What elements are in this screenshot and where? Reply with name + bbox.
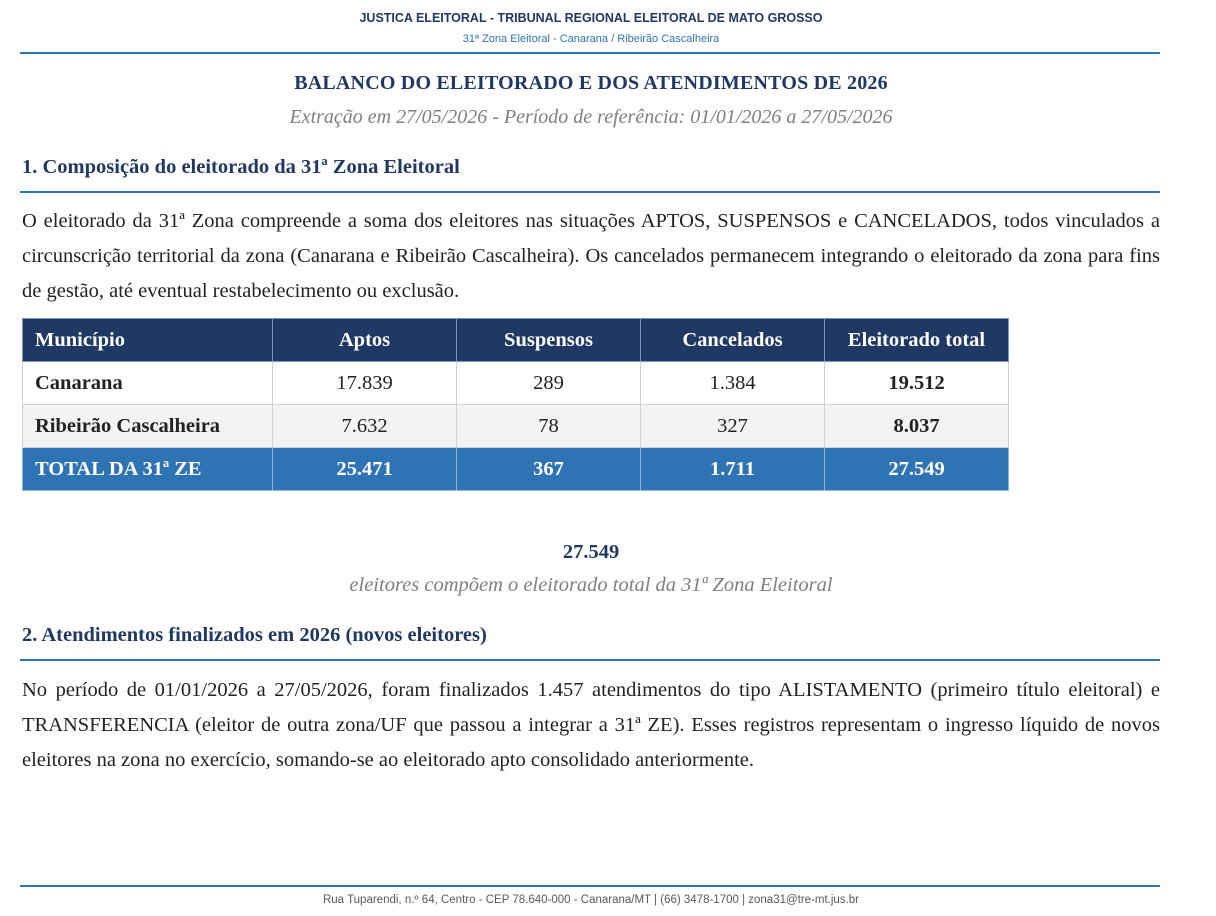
section-2-divider bbox=[20, 659, 1160, 661]
total-aptos: 25.471 bbox=[273, 448, 457, 491]
header-municipio: Município bbox=[23, 319, 273, 362]
highlight-caption: eleitores compõem o eleitorado total da 31ª Zona Eleitoral bbox=[349, 574, 833, 596]
section-1-title: 1. Composição do eleitorado da 31ª Zona Eleitoral bbox=[22, 156, 460, 178]
cell-suspensos: 289 bbox=[457, 362, 641, 405]
section-1-divider bbox=[20, 191, 1160, 193]
letterhead-unit: 31ª Zona Eleitoral - Canarana / Ribeirão Cascalheira bbox=[462, 33, 720, 45]
letterhead bbox=[22, 0, 1160, 48]
document-page bbox=[22, 0, 1160, 906]
header-cancelados: Cancelados bbox=[641, 319, 825, 362]
cell-suspensos: 78 bbox=[457, 405, 641, 448]
header-aptos: Aptos bbox=[273, 319, 457, 362]
header-eleitorado-total: Eleitorado total bbox=[825, 319, 1009, 362]
section-2-title: 2. Atendimentos finalizados em 2026 (novos eleitores) bbox=[22, 624, 487, 646]
document-title: BALANCO DO ELEITORADO E DOS ATENDIMENTOS DE 2026 bbox=[294, 72, 888, 94]
cell-aptos: 7.632 bbox=[273, 405, 457, 448]
cell-eleitorado-total: 19.512 bbox=[825, 362, 1009, 405]
electorate-table bbox=[22, 318, 1009, 491]
cell-aptos: 17.839 bbox=[273, 362, 457, 405]
total-label: TOTAL DA 31ª ZE bbox=[23, 448, 273, 491]
cell-municipio: Ribeirão Cascalheira bbox=[23, 405, 273, 448]
cell-cancelados: 327 bbox=[641, 405, 825, 448]
section-1-paragraph: O eleitorado da 31ª Zona compreende a soma dos eleitores nas situações APTOS, SUSPENSOS e CANCELADOS, todos vinculados a circunscrição territorial da zona (Canarana e Ribeirão Cascalheira). Os cancelados permanecem integrando o eleitorado da zona para fins de gestão, até eventual restabelecimento ou exclusão. bbox=[22, 210, 1160, 302]
table-row bbox=[23, 362, 1009, 405]
cell-eleitorado-total: 8.037 bbox=[825, 405, 1009, 448]
total-eleitorado: 27.549 bbox=[825, 448, 1009, 491]
header-suspensos: Suspensos bbox=[457, 319, 641, 362]
table-row bbox=[23, 405, 1009, 448]
letterhead-org: JUSTICA ELEITORAL - TRIBUNAL REGIONAL ELEITORAL DE MATO GROSSO bbox=[359, 11, 823, 25]
footer-address: Rua Tuparendi, n.º 64, Centro - CEP 78.640-000 - Canarana/MT | (66) 3478-1700 | zona31@tre-mt.jus.br bbox=[322, 894, 860, 906]
table-total-row bbox=[23, 448, 1009, 491]
total-suspensos: 367 bbox=[457, 448, 641, 491]
total-cancelados: 1.711 bbox=[641, 448, 825, 491]
highlight-number: 27.549 bbox=[562, 541, 620, 563]
section-2-paragraph: No período de 01/01/2026 a 27/05/2026, foram finalizados 1.457 atendimentos do tipo ALISTAMENTO (primeiro título eleitoral) e TRANSFERENCIA (eleitor de outra zona/UF que passou a integrar a 31ª ZE). Esses registros representam o ingresso líquido de novos eleitores na zona no exercício, somando-se ao eleitorado apto consolidado anteriormente. bbox=[22, 679, 1160, 771]
table-header-row bbox=[23, 319, 1009, 362]
cell-cancelados: 1.384 bbox=[641, 362, 825, 405]
document-subtitle: Extração em 27/05/2026 - Período de referência: 01/01/2026 a 27/05/2026 bbox=[289, 106, 893, 128]
footer-divider bbox=[20, 885, 1160, 887]
cell-municipio: Canarana bbox=[23, 362, 273, 405]
header-divider bbox=[20, 52, 1160, 54]
